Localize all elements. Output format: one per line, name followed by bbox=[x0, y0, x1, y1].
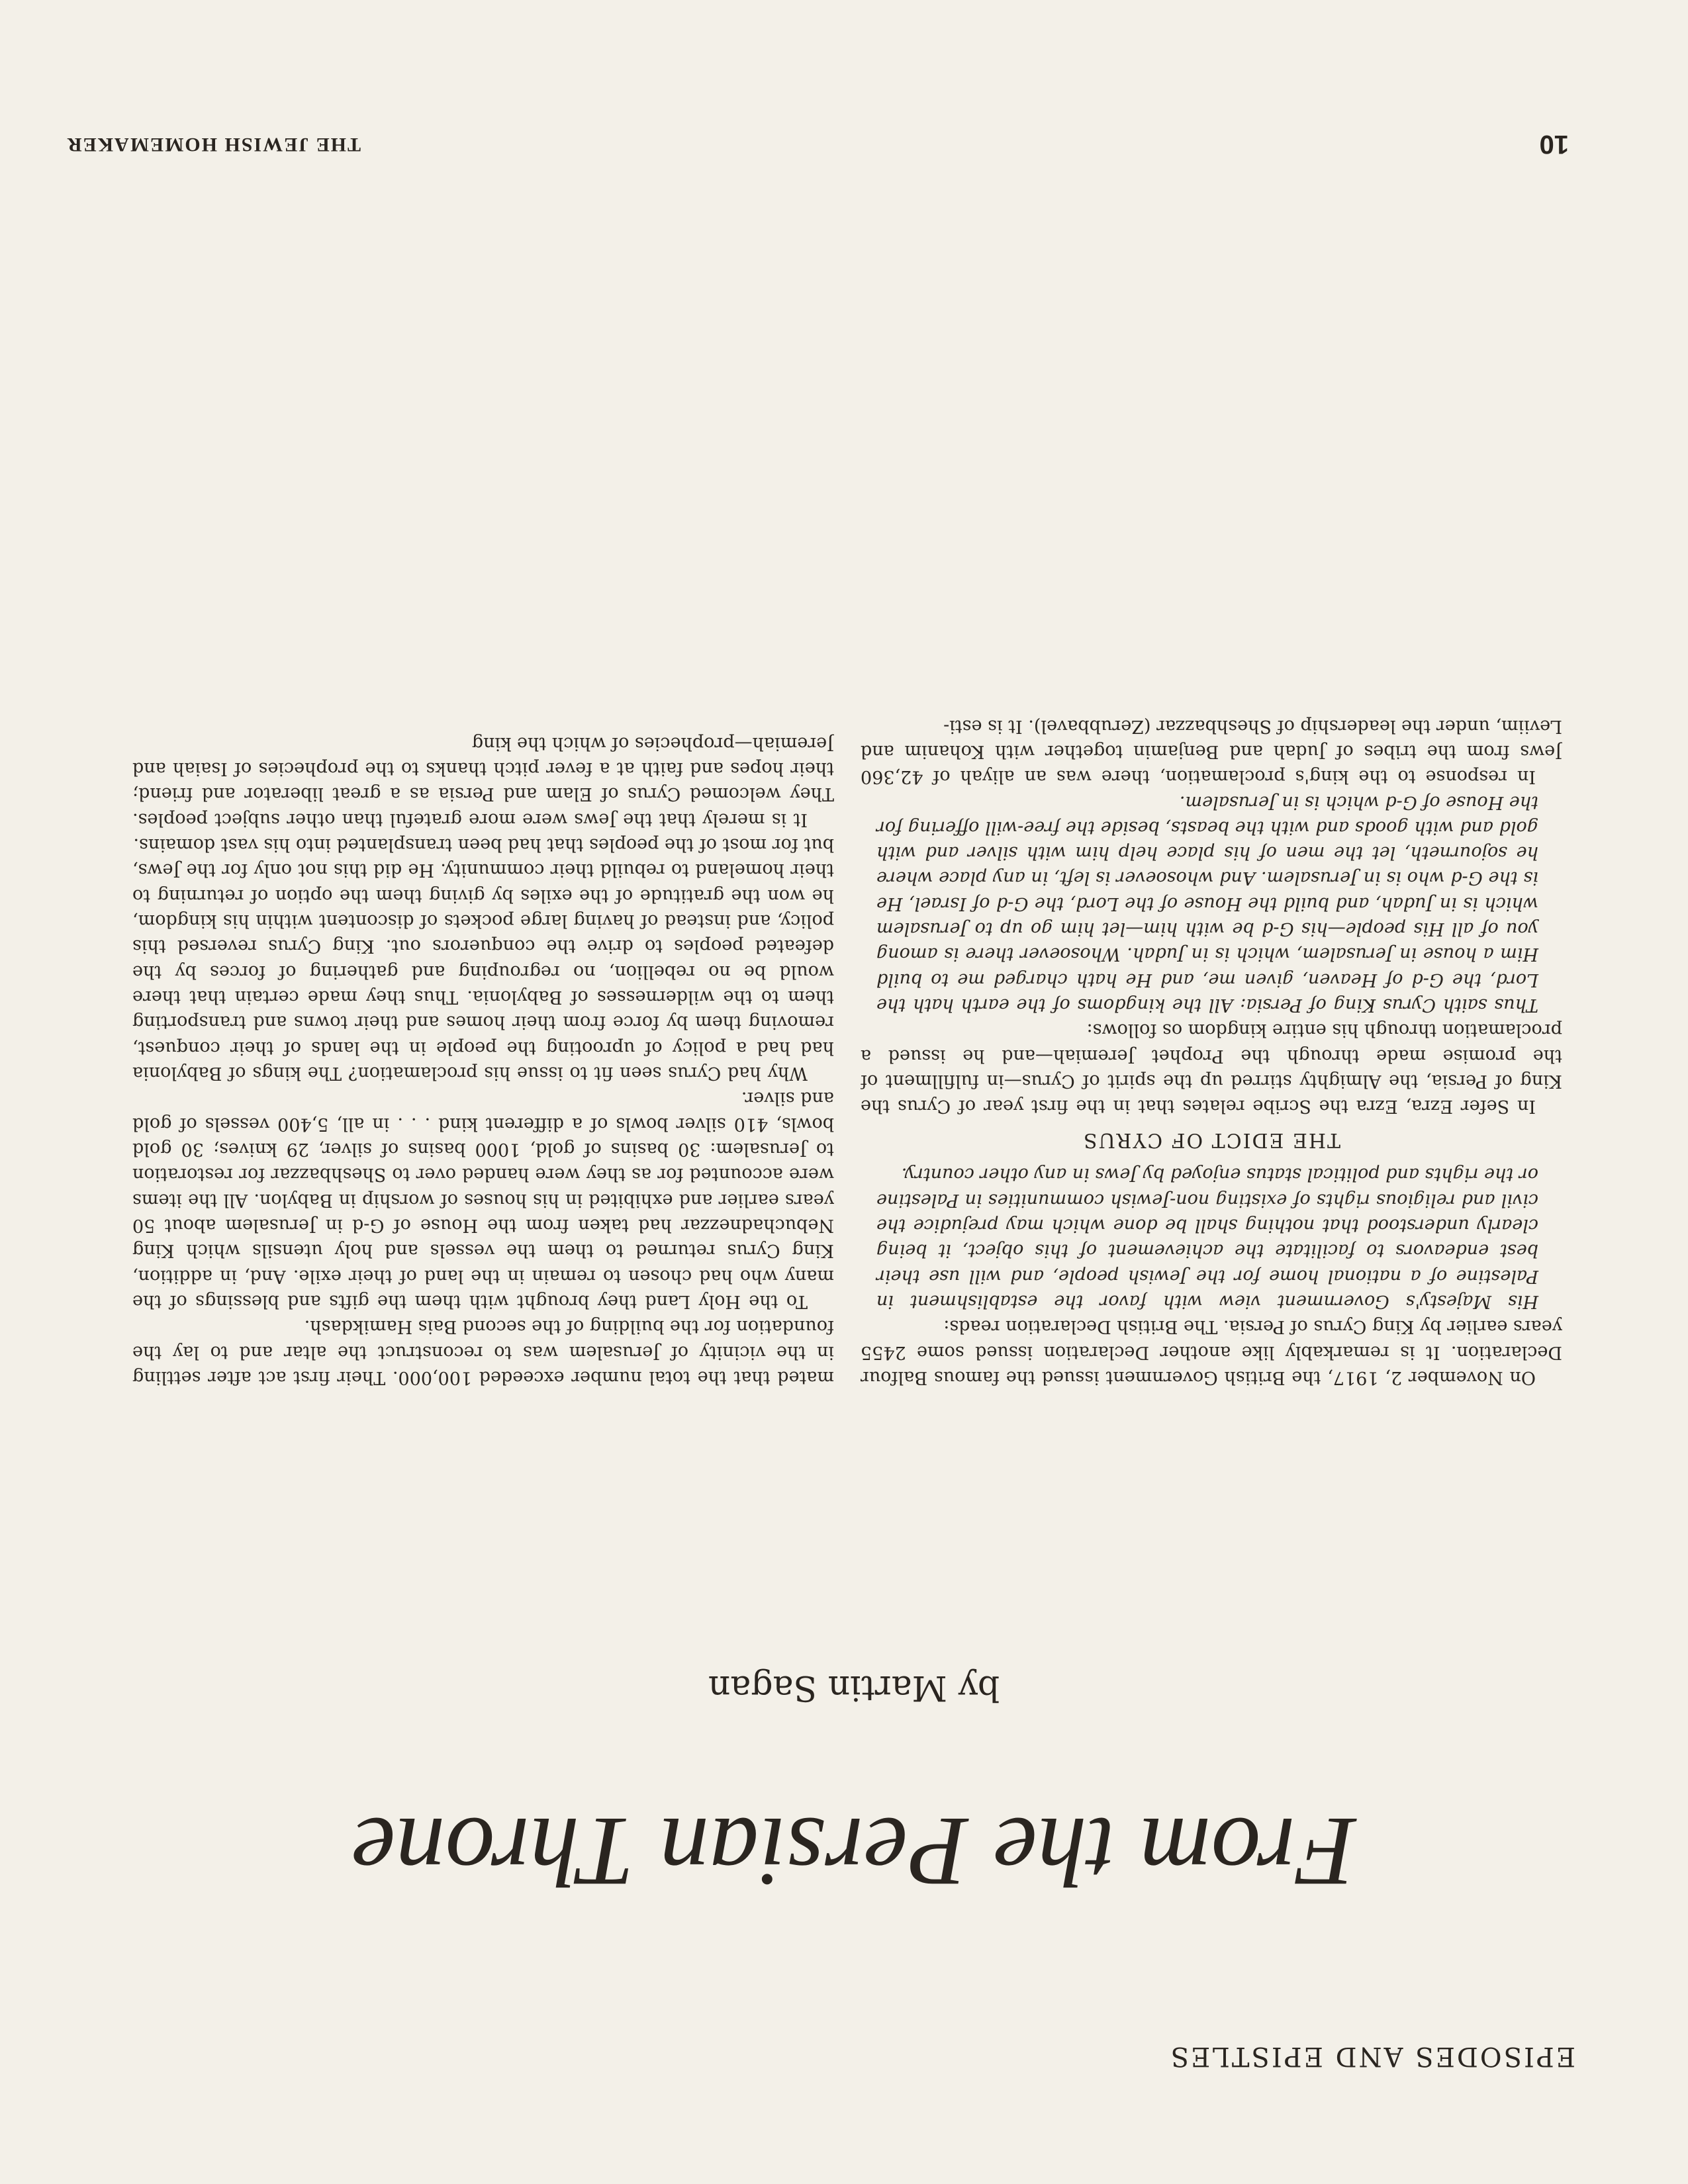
paragraph: It is merely that the Jews were more grateful than other subject peoples. They welcomed Cyrus of Elam and Persia as a great liberator and friend; their hopes and faith at a fever pitch thanks to the prophecies of Isaiah and Jeremiah—prophecies of which the king bbox=[132, 733, 834, 830]
cyrus-quote: Thus saith Cyrus King of Persia: All the kingdoms of the earth hath the Lord, the G-d of Heaven, given me, and He hath charged me to build Him a house in Jerusalem, which is in Judah. Whosoever there is among you of all His people—his G-d be with him—let him go up to Jerusalem which is in Judah, and build the House of the Lord, the G-d of Israel, He is the G-d who is in Jerusalem. And whosoever is left, in any place where he sojourneth, let the men of his place help him with silver and with gold and with goods and with the beasts, beside the free-will offering for the House of G-d which is in Jerusalem. bbox=[876, 792, 1538, 1016]
paragraph: Why had Cyrus seen fit to issue his proclamation? The kings of Babylonia had had a policy of uprooting the people in the lands of their conquest, removing them by force from their homes and their towns and transporting them to the wildernesses of Babylonia. Thus they made certain that there would be no rebellion, no regrouping and gathering of forces by the defeated peoples to drive the conquerors out. King Cyrus reversed this policy, and instead of having large pockets of discontent within his kingdom, he won the gratitude of the exiles by giving them the option of returning to their homeland to rebuild their community. He did this not only for the Jews, but for most of the peoples that had been transplanted into his vast domains. bbox=[132, 835, 834, 1084]
right-column bbox=[132, 199, 834, 1390]
balfour-quote: His Majesty's Government view with favor the establishment in Palestine of a national home for the Jewish people, and will use their best endeavors to facilitate the achievement of this object, it being clearly understood that nothing shall be done which may prejudice the civil and religious rights of existing non-Jewish communities in Palestine or the rights and political status enjoyed by Jews in any other country. bbox=[876, 1164, 1538, 1312]
paragraph: On November 2, 1917, the British Government issued the famous Balfour Declaration. It is remarkably like another Declaration issued some 2455 years earlier by King Cyrus of Persia. The British Declaration reads: bbox=[861, 1316, 1562, 1388]
page-number: 10 bbox=[1539, 130, 1569, 159]
section-heading: THE EDICT OF CYRUS bbox=[1082, 1128, 1341, 1152]
journal-name: THE JEWISH HOMEMAKER bbox=[66, 134, 361, 156]
running-title: EPISODES AND EPISTLES bbox=[1168, 2041, 1575, 2071]
paragraph: In response to the king's proclamation, there was an aliyah of 42,360 Jews from the tribes of Judah and Benjamin together with Kohanim and Leviim, under the leadership of Sheshbazzar (Zerubbavel). It is esti- bbox=[861, 715, 1562, 788]
paragraph: In Sefer Ezra, Ezra the Scribe relates that in the first year of Cyrus the King of Persia, the Almighty stirred up the spirit of Cyrus—in fulfillment of the promise made through the Prophet Jeremiah—and he issued a proclamation through his entire kingdom os follows: bbox=[861, 1020, 1562, 1117]
article-title: From the Persian Throne bbox=[352, 1797, 1356, 1907]
paragraph: To the Holy Land they brought with them the gifts and blessings of the many who had chosen to remain in the land of their exile. And, in addition, King Cyrus returned to them the vessels and holy utensils which King Nebuchadnezzar had taken from the House of G-d in Jerusalem about 50 years earlier and exhibited in his houses of worship in Babylon. All the items were accounted for as they were handed over to Sheshbazzar for restoration to Jerusalem: 30 basins of gold, 1000 basins of silver, 29 knives; 30 gold bowls, 410 silver bowls of a different kind . . . in all, 5,400 vessels of gold and silver. bbox=[132, 1088, 834, 1312]
byline: by Martin Sagan bbox=[708, 1668, 1000, 1707]
left-column bbox=[861, 199, 1562, 1390]
paragraph: mated that the total number exceeded 100,000. Their first act after settling in the vicinity of Jerusalem was to reconstruct the altar and to lay the foundation for the building of the second Bais Hamikdash. bbox=[132, 1316, 834, 1388]
